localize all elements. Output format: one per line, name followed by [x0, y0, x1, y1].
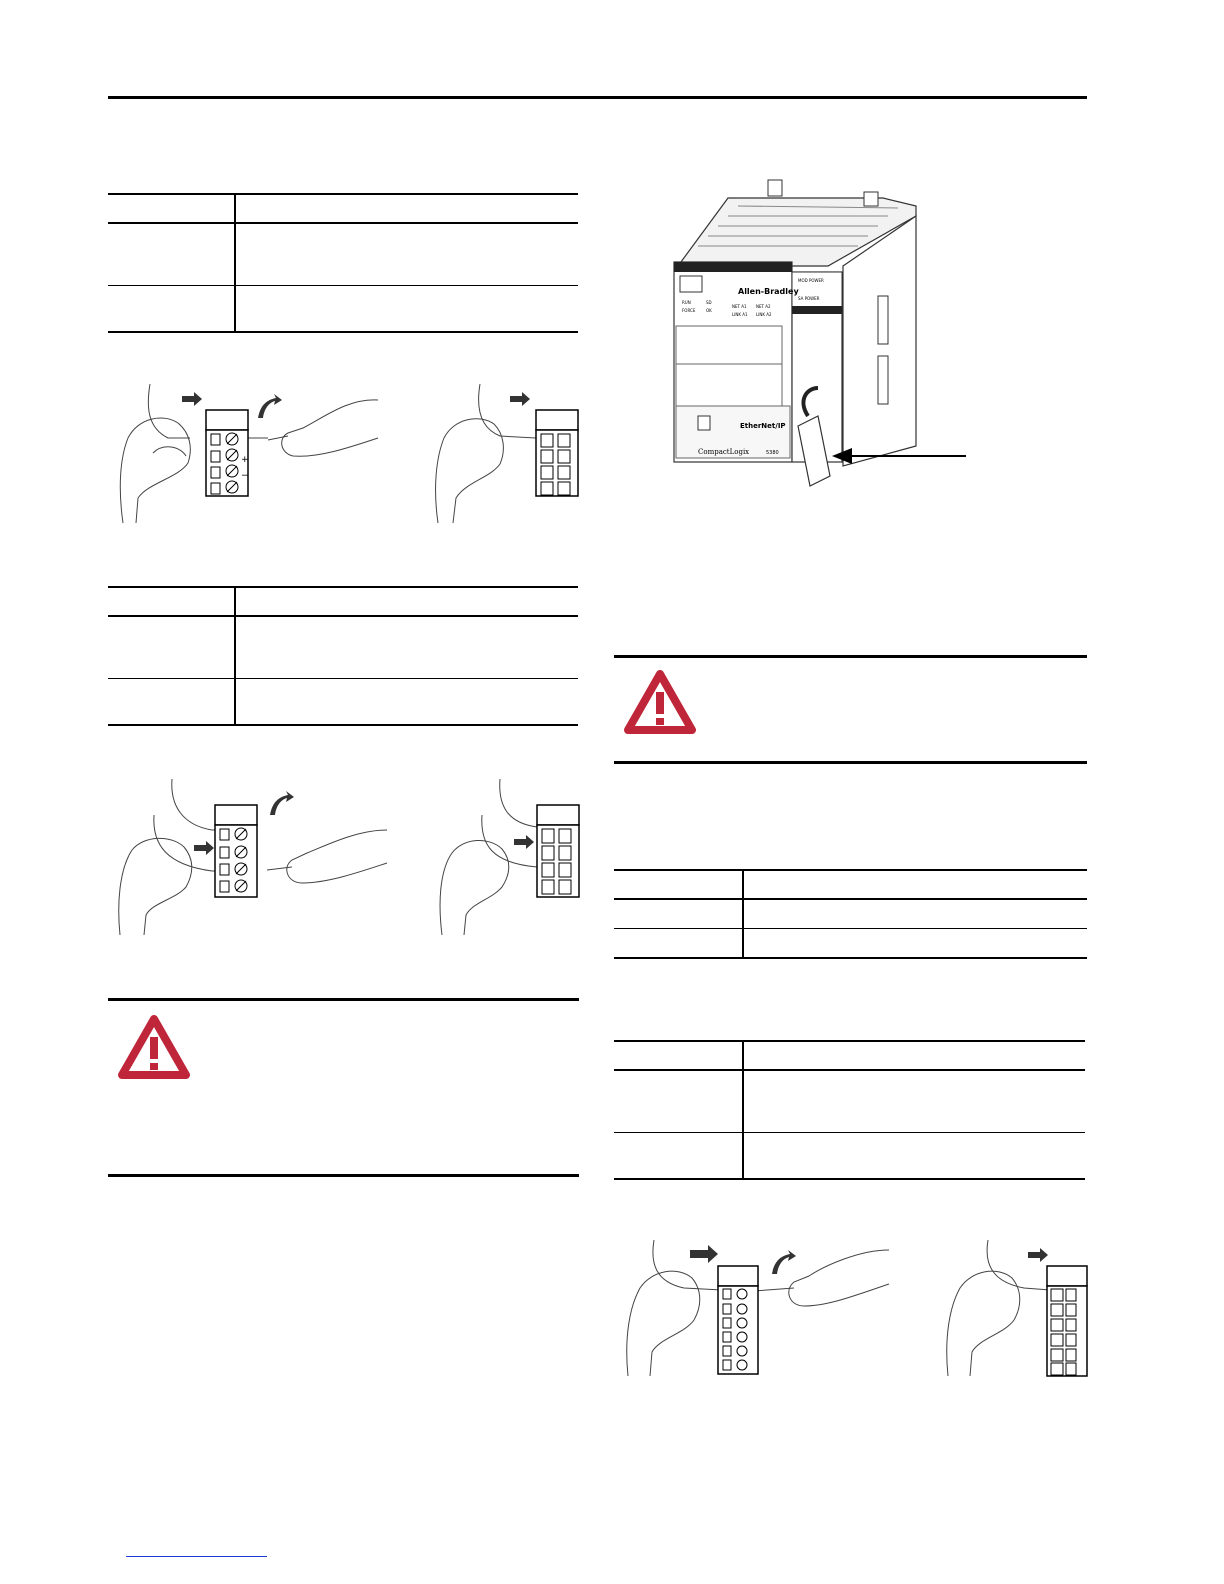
wiring-figure-3: [614, 1236, 1088, 1378]
svg-text:LINK A2: LINK A2: [756, 312, 772, 317]
arrow-right-icon: [1028, 1248, 1048, 1262]
svg-text:EtherNet/IP: EtherNet/IP: [740, 422, 786, 430]
svg-text:+: +: [241, 455, 249, 465]
spec-table-2: [108, 586, 578, 726]
curved-arrow-icon: [270, 791, 294, 815]
svg-text:CompactLogix: CompactLogix: [698, 448, 750, 456]
svg-text:FORCE: FORCE: [682, 308, 696, 313]
svg-text:MOD POWER: MOD POWER: [798, 278, 824, 283]
svg-text:LINK A1: LINK A1: [732, 312, 748, 317]
warning-triangle-icon: [624, 670, 696, 734]
warning-box-right: [614, 655, 1087, 764]
warning-triangle-icon: [118, 1015, 190, 1079]
wiring-figure-1: [108, 378, 583, 528]
footer-link-underline[interactable]: [126, 1556, 267, 1557]
curved-arrow-icon: [772, 1250, 796, 1274]
arrow-right-icon: [514, 835, 534, 849]
arrow-right-icon: [690, 1245, 718, 1263]
svg-text:Allen-Bradley: Allen-Bradley: [738, 287, 799, 296]
svg-text:NET A2: NET A2: [756, 304, 771, 309]
header-rule: [108, 96, 1087, 99]
arrow-right-icon: [510, 392, 530, 406]
svg-text:OK: OK: [706, 308, 712, 313]
svg-text:RUN: RUN: [682, 300, 691, 305]
spec-table-1: [108, 193, 578, 333]
svg-text:SD: SD: [706, 300, 712, 305]
svg-text:SA POWER: SA POWER: [798, 296, 820, 301]
svg-text:NET A1: NET A1: [732, 304, 747, 309]
controller-figure: [668, 176, 973, 496]
wiring-figure-2: [112, 775, 582, 940]
svg-text:−: −: [241, 471, 249, 481]
svg-text:5380: 5380: [766, 450, 779, 456]
arrow-right-icon: [194, 841, 214, 855]
spec-table-3: [614, 869, 1087, 959]
curved-arrow-icon: [258, 394, 282, 418]
warning-box-left: [108, 998, 579, 1177]
arrow-right-icon: [182, 392, 202, 406]
spec-table-4: [614, 1040, 1085, 1180]
